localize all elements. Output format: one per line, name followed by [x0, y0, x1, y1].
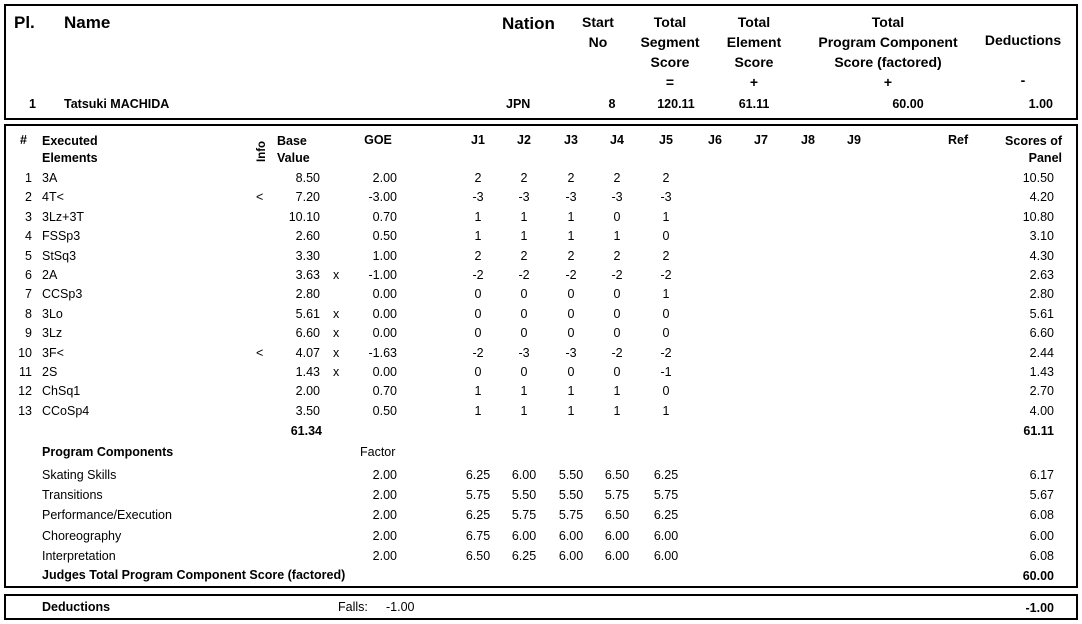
judge-header-3: J3	[564, 133, 578, 147]
skater-name: Tatsuki MACHIDA	[64, 97, 170, 111]
element-number: 3	[25, 209, 32, 224]
element-judge-score: -2	[472, 268, 484, 282]
element-judge-score: 0	[474, 306, 482, 321]
element-code: 3Lz	[42, 326, 63, 341]
element-judge-score: 1	[474, 403, 482, 418]
component-judge-score: 6.25	[653, 508, 679, 523]
element-judge-score: -2	[565, 268, 577, 282]
element-base-value: 2.80	[295, 287, 320, 302]
component-factor: 2.00	[372, 528, 397, 543]
component-factor: 2.00	[372, 488, 397, 503]
element-panel-score: 3.10	[1029, 229, 1054, 244]
element-judge-score: 0	[474, 365, 482, 379]
element-judge-score: 1	[474, 229, 482, 244]
element-base-value: 2.00	[295, 384, 320, 399]
element-judge-score: -3	[518, 190, 530, 205]
component-judge-score: 6.00	[653, 548, 679, 563]
component-judge-score: 5.75	[511, 508, 537, 523]
component-panel-score: 5.67	[1029, 488, 1054, 503]
component-judge-score: 6.25	[465, 468, 491, 482]
element-judge-score: 0	[520, 306, 528, 321]
panel-header: Scores of Panel	[1005, 134, 1062, 165]
executed-header: Executed Elements	[42, 134, 98, 165]
element-judge-score: 0	[613, 326, 621, 341]
element-judge-score: 2	[613, 171, 621, 185]
component-judge-score: 5.50	[511, 488, 537, 503]
element-goe: -1.63	[368, 345, 397, 360]
element-judge-score: -2	[611, 268, 623, 282]
component-factor: 2.00	[372, 548, 397, 563]
element-goe: 2.00	[372, 171, 397, 185]
element-goe: 0.70	[372, 209, 397, 224]
element-judge-score: -3	[611, 190, 623, 205]
element-code: 2A	[42, 268, 58, 282]
element-judge-score: 0	[520, 365, 528, 379]
element-panel-score: 2.80	[1029, 287, 1054, 302]
element-judge-score: 1	[520, 384, 528, 399]
num-header: #	[20, 133, 27, 147]
component-judge-score: 6.75	[465, 528, 491, 543]
element-number: 9	[25, 326, 32, 341]
element-base-value: 3.63	[295, 268, 320, 282]
component-panel-score: 6.17	[1029, 468, 1054, 482]
nation-header: Nation	[502, 14, 555, 33]
judge-header-6: J6	[708, 133, 722, 147]
element-goe: 0.00	[372, 306, 397, 321]
element-judge-score: 1	[520, 403, 528, 418]
element-judge-score: 0	[662, 326, 670, 341]
component-judge-score: 6.25	[653, 468, 679, 482]
element-judge-score: 1	[520, 229, 528, 244]
component-factor: 2.00	[372, 468, 397, 482]
element-judge-score: 1	[567, 229, 575, 244]
element-goe: 0.00	[372, 287, 397, 302]
element-number: 2	[25, 190, 32, 205]
component-judge-score: 6.00	[604, 528, 630, 543]
element-number: 6	[25, 268, 32, 282]
deductions-label: Deductions	[42, 600, 111, 614]
element-goe: 0.00	[372, 365, 397, 379]
element-judge-score: 0	[662, 306, 670, 321]
element-judge-score: 2	[474, 171, 482, 185]
element-panel-score: 1.43	[1029, 365, 1054, 379]
element-panel-score: 2.70	[1029, 384, 1054, 399]
component-judge-score: 5.75	[604, 488, 630, 503]
element-judge-score: 2	[613, 248, 621, 263]
element-credit-mark: x	[333, 306, 340, 321]
component-judge-score: 6.50	[465, 548, 491, 563]
element-panel-score: 5.61	[1029, 306, 1054, 321]
element-goe: 0.50	[372, 229, 397, 244]
component-name: Choreography	[42, 528, 122, 543]
element-judge-score: 0	[520, 326, 528, 341]
tes-header: Total Element Score +	[726, 14, 782, 90]
element-judge-score: -2	[660, 268, 672, 282]
element-number: 12	[18, 384, 32, 399]
skater-nation: JPN	[506, 97, 531, 111]
element-judge-score: -3	[660, 190, 672, 205]
element-code: 3Lz+3T	[42, 209, 85, 224]
element-base-value: 3.50	[295, 403, 320, 418]
element-judge-score: 1	[474, 384, 482, 399]
judge-header-1: J1	[471, 133, 485, 147]
component-name: Skating Skills	[42, 468, 117, 482]
element-judge-score: 0	[567, 287, 575, 302]
component-factor: 2.00	[372, 508, 397, 523]
element-code: 3Lo	[42, 306, 63, 321]
pc-factor-header: Factor	[360, 445, 396, 459]
element-code: 4T<	[42, 190, 64, 205]
element-number: 10	[18, 345, 32, 360]
element-judge-score: 2	[520, 248, 528, 263]
base-value-header: Base Value	[277, 134, 310, 165]
component-judge-score: 6.50	[604, 468, 630, 482]
element-judge-score: -3	[565, 190, 577, 205]
component-panel-score: 6.08	[1029, 508, 1054, 523]
judge-header-2: J2	[517, 133, 531, 147]
pc-total-score: 60.00	[1022, 569, 1054, 583]
element-panel-score: 6.60	[1029, 326, 1054, 341]
component-judge-score: 6.00	[604, 548, 630, 563]
element-base-value: 5.61	[295, 306, 320, 321]
element-number: 8	[25, 306, 32, 321]
element-goe: -3.00	[368, 190, 397, 205]
judge-header-5: J5	[659, 133, 673, 147]
component-judge-score: 6.00	[558, 548, 584, 563]
judge-header-8: J8	[801, 133, 815, 147]
tss-header: Total Segment Score =	[640, 14, 700, 90]
element-judge-score: 0	[567, 326, 575, 341]
element-judge-score: 2	[567, 248, 575, 263]
deductions-total: -1.00	[1025, 601, 1054, 615]
ref-header: Ref	[948, 133, 969, 147]
component-judge-score: 6.00	[511, 468, 537, 482]
falls-value: -1.00	[386, 600, 415, 614]
element-info: <	[256, 190, 264, 205]
element-judge-score: -3	[472, 190, 484, 205]
element-judge-score: 1	[567, 384, 575, 399]
skater-tes: 61.11	[738, 97, 770, 111]
element-judge-score: 1	[474, 209, 482, 224]
element-code: CCSp3	[42, 287, 83, 302]
element-goe: 0.00	[372, 326, 397, 341]
component-judge-score: 6.00	[653, 528, 679, 543]
element-base-value: 1.43	[295, 365, 320, 379]
skater-pcs: 60.00	[892, 97, 924, 111]
component-judge-score: 5.75	[558, 508, 584, 523]
element-code: FSSp3	[42, 229, 81, 244]
component-judge-score: 5.50	[558, 488, 584, 503]
element-number: 4	[25, 229, 32, 244]
element-goe: 0.70	[372, 384, 397, 399]
element-base-value: 7.20	[295, 190, 320, 205]
element-base-value: 6.60	[295, 326, 320, 341]
element-number: 7	[25, 287, 32, 302]
element-goe: 0.50	[372, 403, 397, 418]
element-base-value: 4.07	[295, 345, 320, 360]
ded-minus: -	[1020, 72, 1026, 88]
component-judge-score: 6.25	[511, 548, 537, 563]
element-credit-mark: x	[333, 326, 340, 341]
element-judge-score: 0	[613, 209, 621, 224]
pc-header-label: Program Components	[42, 445, 174, 459]
element-panel-score: 4.00	[1029, 403, 1054, 418]
element-judge-score: 1	[662, 209, 670, 224]
element-judge-score: 1	[662, 403, 670, 418]
element-panel-score: 4.30	[1029, 248, 1054, 263]
element-base-value: 3.30	[295, 248, 320, 263]
element-credit-mark: x	[333, 345, 340, 360]
element-panel-score: 10.80	[1022, 209, 1054, 224]
component-name: Performance/Execution	[42, 508, 172, 523]
element-judge-score: 1	[567, 403, 575, 418]
element-judge-score: 1	[567, 209, 575, 224]
element-judge-score: -2	[660, 345, 672, 360]
element-code: ChSq1	[42, 384, 81, 399]
element-judge-score: 1	[662, 287, 670, 302]
element-judge-score: 0	[474, 287, 482, 302]
place-header: Pl.	[14, 13, 35, 32]
element-judge-score: 2	[567, 171, 575, 185]
judge-header-4: J4	[610, 133, 624, 147]
component-judge-score: 6.00	[558, 528, 584, 543]
info-header: Info	[256, 140, 268, 162]
element-judge-score: -3	[565, 345, 577, 360]
component-judge-score: 6.00	[511, 528, 537, 543]
judge-header-9: J9	[847, 133, 861, 147]
skater-start-no: 8	[608, 97, 616, 111]
start-no-header: Start No	[582, 14, 614, 50]
judge-header-7: J7	[754, 133, 768, 147]
component-judge-score: 5.50	[558, 468, 584, 482]
element-judge-score: 0	[613, 365, 621, 379]
element-code: 3F<	[42, 345, 64, 360]
component-judge-score: 5.75	[653, 488, 679, 503]
falls-label: Falls:	[338, 600, 368, 614]
element-code: 2S	[42, 365, 58, 379]
element-info: <	[256, 345, 264, 360]
element-judge-score: 0	[567, 365, 575, 379]
skater-place: 1	[29, 97, 36, 111]
element-judge-score: -1	[660, 365, 672, 379]
element-judge-score: 2	[520, 171, 528, 185]
element-judge-score: 1	[520, 209, 528, 224]
element-number: 1	[25, 171, 32, 185]
pcs-header: Total Program Component Score (factored) +	[818, 14, 958, 90]
panel-score-total: 61.11	[1023, 424, 1054, 438]
component-judge-score: 6.25	[465, 508, 491, 523]
element-code: CCoSp4	[42, 403, 90, 418]
base-value-total: 61.34	[290, 424, 322, 438]
element-credit-mark: x	[333, 268, 340, 282]
ded-header: Deductions	[984, 32, 1062, 48]
element-panel-score: 10.50	[1022, 171, 1054, 185]
component-panel-score: 6.08	[1029, 548, 1054, 563]
element-base-value: 8.50	[295, 171, 320, 185]
goe-header: GOE	[364, 133, 392, 147]
element-judge-score: -3	[518, 345, 530, 360]
element-judge-score: 0	[613, 287, 621, 302]
deductions-box	[4, 594, 1078, 620]
element-panel-score: 2.44	[1029, 345, 1054, 360]
element-goe: -1.00	[368, 268, 397, 282]
element-panel-score: 4.20	[1029, 190, 1054, 205]
element-base-value: 2.60	[295, 229, 320, 244]
element-code: StSq3	[42, 248, 77, 263]
element-judge-score: 0	[662, 384, 670, 399]
element-judge-score: 0	[613, 306, 621, 321]
element-judge-score: 2	[662, 248, 670, 263]
element-number: 11	[19, 365, 32, 379]
element-base-value: 10.10	[288, 209, 320, 224]
skater-tss: 120.11	[657, 97, 695, 111]
element-judge-score: -2	[472, 345, 484, 360]
element-credit-mark: x	[333, 365, 340, 379]
element-judge-score: 0	[567, 306, 575, 321]
component-name: Interpretation	[42, 548, 116, 563]
skater-ded: 1.00	[1028, 97, 1053, 111]
element-judge-score: 2	[662, 171, 670, 185]
element-judge-score: 0	[662, 229, 670, 244]
component-judge-score: 5.75	[465, 488, 491, 503]
element-judge-score: 1	[613, 403, 621, 418]
element-number: 13	[18, 403, 32, 418]
element-judge-score: 0	[474, 326, 482, 341]
component-judge-score: 6.50	[604, 508, 630, 523]
element-judge-score: -2	[611, 345, 623, 360]
component-name: Transitions	[42, 488, 103, 503]
pc-total-label: Judges Total Program Component Score (factored)	[42, 568, 346, 582]
element-code: 3A	[42, 171, 58, 185]
element-judge-score: 0	[520, 287, 528, 302]
element-judge-score: 1	[613, 384, 621, 399]
element-judge-score: -2	[518, 268, 530, 282]
element-goe: 1.00	[372, 248, 397, 263]
element-number: 5	[25, 248, 32, 263]
element-judge-score: 1	[613, 229, 621, 244]
element-judge-score: 2	[474, 248, 482, 263]
name-header: Name	[64, 13, 111, 32]
component-panel-score: 6.00	[1029, 528, 1054, 543]
element-panel-score: 2.63	[1029, 268, 1054, 282]
